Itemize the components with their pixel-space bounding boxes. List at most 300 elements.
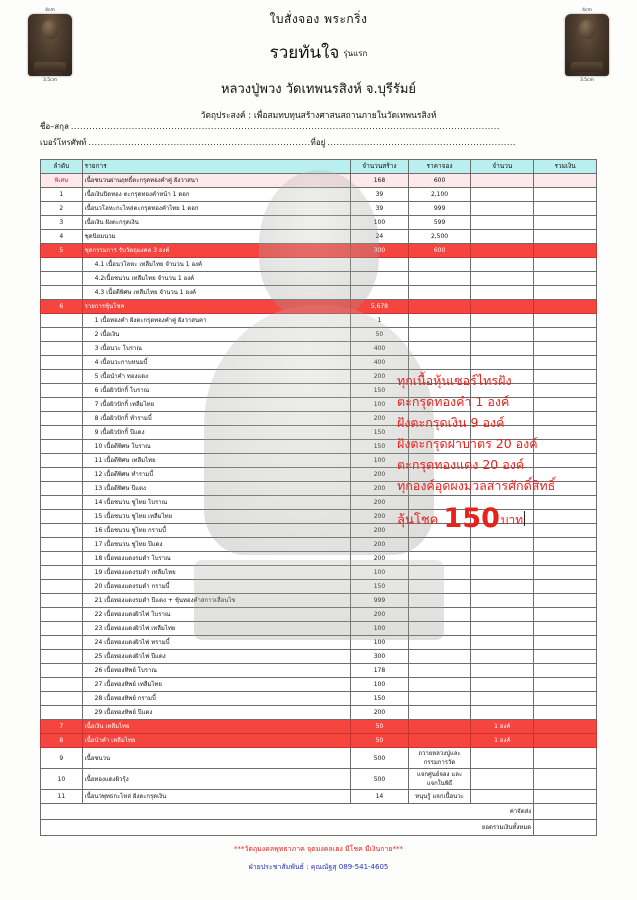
cell-no: 8 [41, 734, 83, 748]
table-row[interactable] [41, 328, 597, 342]
table-row[interactable] [41, 552, 597, 566]
cell-no: 3 [41, 216, 83, 230]
cell-made: 500 [351, 748, 408, 769]
left-image-width-label: 3.5cm [42, 78, 57, 83]
cell-no [41, 286, 83, 300]
cell-no [41, 594, 83, 608]
cell-qty[interactable] [471, 314, 534, 328]
cell-price [408, 580, 471, 594]
cell-price: 600 [408, 244, 471, 258]
cell-no [41, 342, 83, 356]
cell-total[interactable] [534, 286, 597, 300]
cell-price [408, 328, 471, 342]
left-image-height-label: 4cm [45, 8, 55, 13]
cell-total[interactable] [534, 230, 597, 244]
cell-price [408, 720, 471, 734]
cell-total[interactable] [534, 608, 597, 622]
cell-item: รายการชุ้นโชค [82, 300, 351, 314]
cell-made: 150 [351, 384, 408, 398]
promo-price-row [397, 503, 597, 534]
cell-total[interactable] [534, 748, 597, 769]
table-summary-row [41, 804, 597, 820]
cell-total[interactable] [534, 692, 597, 706]
cell-price [408, 734, 471, 748]
cell-item: ชุดนิยมนวม [82, 230, 351, 244]
cell-no [41, 412, 83, 426]
cell-no: พิเศษ [41, 174, 83, 188]
cell-item: 27 เนื้อทองทิพย์ เทลืมไทย [82, 678, 351, 692]
cell-price [408, 608, 471, 622]
cell-price [408, 300, 471, 314]
cell-price: 600 [408, 174, 471, 188]
right-image-height-label: 4cm [582, 8, 592, 13]
cell-made: 200 [351, 370, 408, 384]
header-titles [90, 10, 547, 122]
cell-total[interactable] [534, 790, 597, 804]
cell-qty[interactable] [471, 769, 534, 790]
table-row[interactable] [41, 706, 597, 720]
cell-made: 200 [351, 524, 408, 538]
cell-qty[interactable] [471, 622, 534, 636]
cell-item: เนื้อนวโลหะกะไหล่ตะกรุดทองคำไทย 1 ดอก [82, 202, 351, 216]
table-row[interactable] [41, 650, 597, 664]
cell-no [41, 440, 83, 454]
cell-price: 999 [408, 202, 471, 216]
cell-made: 999 [351, 594, 408, 608]
cell-made: 300 [351, 244, 408, 258]
cell-qty[interactable] [471, 174, 534, 188]
cell-price [408, 538, 471, 552]
document-header [0, 0, 637, 121]
cell-no: 1 [41, 188, 83, 202]
cell-total[interactable] [534, 769, 597, 790]
cell-no [41, 426, 83, 440]
col-header-qty: จำนวน [471, 160, 534, 174]
cell-total[interactable] [534, 538, 597, 552]
cell-made: 100 [351, 454, 408, 468]
table-row[interactable] [41, 594, 597, 608]
cell-item: 5 เนื้อนำคำ ทองแดง [82, 370, 351, 384]
cell-no: 7 [41, 720, 83, 734]
cell-qty[interactable] [471, 594, 534, 608]
cell-made: 200 [351, 468, 408, 482]
promo-block [397, 370, 597, 534]
cell-item: 4.1 เนื้อนวโลหะ เทลืมไทย จำนวน 1 องค์ [82, 258, 351, 272]
cell-made: 100 [351, 216, 408, 230]
cell-total[interactable] [534, 188, 597, 202]
cell-made: 100 [351, 622, 408, 636]
page-title: ใบสั่งจอง พระกริ่ง [269, 12, 368, 26]
cell-no [41, 650, 83, 664]
cell-made: 300 [351, 650, 408, 664]
cell-price [408, 650, 471, 664]
cell-no [41, 356, 83, 370]
cell-item: 9 เนื้อผิวปักกิ้ ปีแดง [82, 426, 351, 440]
cell-item: เนื้อนำคำ เทลืมไทย [82, 734, 351, 748]
cell-total[interactable] [534, 300, 597, 314]
table-row[interactable] [41, 272, 597, 286]
cell-qty[interactable] [471, 300, 534, 314]
cell-qty[interactable] [471, 790, 534, 804]
cell-item: 2 เนื้อเงิน [82, 328, 351, 342]
cell-made [351, 272, 408, 286]
promo-line-1: ทุกเนื้อหุ้นเซอร์ไทรฝัง [397, 373, 512, 388]
cell-price [408, 692, 471, 706]
cell-item: 7 เนื้อผิวปักกิ้ เทลืมไทย [82, 398, 351, 412]
cell-made: 24 [351, 230, 408, 244]
cell-made: 5,678 [351, 300, 408, 314]
cell-total[interactable] [534, 272, 597, 286]
cell-qty[interactable] [471, 650, 534, 664]
cell-item: 12 เนื้อดีพิศษ ทำรามบี้ [82, 468, 351, 482]
cell-no [41, 496, 83, 510]
promo-line-2: ตะกรุดทองคำ 1 องค์ [397, 394, 510, 409]
cell-qty[interactable] [471, 286, 534, 300]
cell-qty[interactable] [471, 692, 534, 706]
cell-item: เนื้อนวพุทธกะไหล่ ฝังตะกรุดเงิน [82, 790, 351, 804]
promo-line-4: ฝังตะกรุดฝาบาตร 20 องค์ [397, 436, 538, 451]
cell-total[interactable] [534, 622, 597, 636]
cell-item: ชุดกรรมการ รับวัตถุมงคล 3 องค์ [82, 244, 351, 258]
phone-input-line[interactable]: ......................................................................... [88, 138, 311, 147]
table-row[interactable] [41, 300, 597, 314]
cell-no [41, 622, 83, 636]
cell-item: 17 เนื้อชนวน ชูไทย ปีแดง [82, 538, 351, 552]
cell-total[interactable] [534, 678, 597, 692]
cell-total[interactable] [534, 342, 597, 356]
footer-contact[interactable]: ฝ่ายประชาสัมพันธ์ : คุณณัฐสุ 089-541-4605 [248, 863, 389, 871]
cell-total[interactable] [534, 258, 597, 272]
buddha-image-left [22, 8, 78, 83]
cell-total[interactable] [534, 734, 597, 748]
address-label: ที่อยู่ [310, 138, 326, 147]
table-row[interactable] [41, 356, 597, 370]
cell-price [408, 664, 471, 678]
cell-made: 200 [351, 552, 408, 566]
buddha-statue-left-icon [28, 14, 72, 76]
cell-total[interactable] [534, 314, 597, 328]
cell-made: 200 [351, 496, 408, 510]
cell-qty[interactable] [471, 664, 534, 678]
cell-total[interactable] [534, 356, 597, 370]
cell-total[interactable] [534, 552, 597, 566]
promo-line-3: ฝังตะกรุดเงิน 9 องค์ [397, 415, 505, 430]
cell-item: 10 เนื้อดีพิศษ โบราณ [82, 440, 351, 454]
cell-qty[interactable] [471, 188, 534, 202]
cell-price: 2,500 [408, 230, 471, 244]
table-row[interactable] [41, 342, 597, 356]
cell-item: 29 เนื้อทองทิพย์ ปีแดง [82, 706, 351, 720]
table-row[interactable] [41, 258, 597, 272]
cell-no [41, 454, 83, 468]
phone-address-row[interactable] [40, 136, 597, 149]
table-row[interactable] [41, 174, 597, 188]
cell-qty[interactable] [471, 706, 534, 720]
cell-no [41, 482, 83, 496]
cell-total[interactable] [534, 580, 597, 594]
cell-made: 178 [351, 664, 408, 678]
cell-no: 2 [41, 202, 83, 216]
cell-item: 14 เนื้อชนวน ชูไทย โบราณ [82, 496, 351, 510]
cell-total[interactable] [534, 720, 597, 734]
table-row[interactable] [41, 664, 597, 678]
cell-qty[interactable] [471, 566, 534, 580]
table-row[interactable] [41, 790, 597, 804]
cell-price [408, 636, 471, 650]
cell-item: เนื้อเงิน ฝังตะกรุดเงิน [82, 216, 351, 230]
cell-qty[interactable] [471, 608, 534, 622]
summary-value[interactable] [534, 804, 597, 820]
cell-made: 150 [351, 580, 408, 594]
cell-total[interactable] [534, 216, 597, 230]
cell-item: 22 เนื้อทองแดงผิวไฟ โบราณ [82, 608, 351, 622]
cell-qty[interactable] [471, 272, 534, 286]
cell-made: 14 [351, 790, 408, 804]
cell-total[interactable] [534, 174, 597, 188]
cell-qty[interactable] [471, 202, 534, 216]
cell-made: 1 [351, 314, 408, 328]
cell-total[interactable] [534, 650, 597, 664]
cell-item: 4 เนื้อนวะกาบหนมบี้ [82, 356, 351, 370]
product-name-text: รวยทันใจ [269, 43, 340, 63]
table-row[interactable] [41, 230, 597, 244]
col-header-no: ลำดับ [41, 160, 83, 174]
cell-item: 4.3 เนื้อดีพิศษ เทลืมไทย จำนวน 1 องค์ [82, 286, 351, 300]
cell-made: 100 [351, 636, 408, 650]
buddha-image-right [559, 8, 615, 83]
cell-qty[interactable] [471, 216, 534, 230]
summary-label: ยอดรวมเงินทั้งหมด [41, 820, 534, 836]
cell-price [408, 342, 471, 356]
cell-made [351, 286, 408, 300]
cell-price [408, 272, 471, 286]
table-row[interactable] [41, 580, 597, 594]
name-label: ชื่อ–สกุล [40, 122, 69, 131]
promo-line-6: ทุกองค์อุดผงมวลสารศักดิ์สิทธิ์ [397, 478, 556, 493]
cell-no: 10 [41, 769, 83, 790]
cell-price [408, 678, 471, 692]
promo-price-currency: บาท [500, 513, 524, 527]
table-row[interactable] [41, 188, 597, 202]
cell-qty[interactable] [471, 342, 534, 356]
table-row[interactable] [41, 566, 597, 580]
table-row[interactable] [41, 538, 597, 552]
cell-price: 599 [408, 216, 471, 230]
cell-price: หนุนรู้ แจกเนื้อนวะ [408, 790, 471, 804]
cell-item: 20 เนื้อทองแดงรมดำ กรามบี้ [82, 580, 351, 594]
cell-price [408, 566, 471, 580]
cell-made: 39 [351, 188, 408, 202]
table-row[interactable] [41, 216, 597, 230]
cell-qty[interactable] [471, 258, 534, 272]
cell-total[interactable] [534, 636, 597, 650]
table-row[interactable] [41, 244, 597, 258]
cell-made: 150 [351, 692, 408, 706]
cell-made: 200 [351, 510, 408, 524]
cell-no [41, 510, 83, 524]
table-row[interactable] [41, 748, 597, 769]
cell-no [41, 580, 83, 594]
cell-total[interactable] [534, 202, 597, 216]
cell-item: 11 เนื้อดีพิศษ เทลืมไทย [82, 454, 351, 468]
cell-qty[interactable] [471, 230, 534, 244]
cell-total[interactable] [534, 244, 597, 258]
table-header-row [41, 160, 597, 174]
cell-made: 200 [351, 608, 408, 622]
cell-total[interactable] [534, 328, 597, 342]
cell-no [41, 258, 83, 272]
cell-item: 13 เนื้อดีพิศษ ปีแดง [82, 482, 351, 496]
table-row[interactable] [41, 202, 597, 216]
right-image-width-label: 3.5cm [579, 78, 594, 83]
cell-item: 3 เนื้อนวะ โบราณ [82, 342, 351, 356]
cell-price [408, 314, 471, 328]
cell-no [41, 370, 83, 384]
cell-made: 150 [351, 440, 408, 454]
cell-qty[interactable] [471, 748, 534, 769]
cell-no [41, 608, 83, 622]
cell-no [41, 552, 83, 566]
cell-item: เนื้อเงิน เทลืมไทย [82, 720, 351, 734]
table-row[interactable] [41, 286, 597, 300]
cell-item: เนื้อทองแดงผิวรุ้ง [82, 769, 351, 790]
cell-no [41, 328, 83, 342]
product-edition: รุ่นแรก [343, 48, 368, 58]
cell-no: 11 [41, 790, 83, 804]
summary-value[interactable] [534, 820, 597, 836]
cell-no [41, 692, 83, 706]
cell-price [408, 356, 471, 370]
cell-made: 168 [351, 174, 408, 188]
cell-made: 400 [351, 356, 408, 370]
cell-item: 19 เนื้อทองแดงรมดำ เทลืมไทย [82, 566, 351, 580]
cell-item: เนื้อชนวนผ่านฤทธิ์ตะกรุดทองคำคู่ ฝังวาสนา [82, 174, 351, 188]
buddha-statue-right-icon [565, 14, 609, 76]
cell-price: ถวายหลวงปู่และ กรรมการวัด [408, 748, 471, 769]
table-summary-row [41, 820, 597, 836]
cell-total[interactable] [534, 664, 597, 678]
cell-no [41, 398, 83, 412]
address-input-line[interactable]: .............................................................. [327, 138, 516, 147]
lucky-draw-label: ลุ้นโชค [397, 513, 439, 528]
cell-qty[interactable] [471, 678, 534, 692]
table-row[interactable] [41, 314, 597, 328]
cell-total[interactable] [534, 594, 597, 608]
cell-no [41, 314, 83, 328]
col-header-total: รวมเงิน [534, 160, 597, 174]
text-caret [524, 511, 525, 526]
cell-qty[interactable] [471, 636, 534, 650]
cell-item: 18 เนื้อทองแดงรมดำ โบราณ [82, 552, 351, 566]
col-header-made: จำนวนสร้าง [351, 160, 408, 174]
product-name [90, 39, 547, 66]
cell-qty[interactable] [471, 552, 534, 566]
col-header-item: รายการ [82, 160, 351, 174]
cell-made: 400 [351, 342, 408, 356]
cell-price: แจกศูนย์จอง และ แจกในพิธี [408, 769, 471, 790]
cell-no [41, 524, 83, 538]
order-table-head [41, 160, 597, 174]
cell-qty[interactable]: 1 องค์ [471, 720, 534, 734]
phone-label: เบอร์โทรศัพท์ [40, 138, 87, 147]
footer-blessing: ***วัตถุมงคลพุทธาภาค จุดมงคลเฮง มีโชค มีเงินกาย*** [233, 845, 404, 853]
promo-price-value: 150 [443, 503, 500, 534]
cell-no [41, 538, 83, 552]
cell-qty[interactable] [471, 580, 534, 594]
cell-qty[interactable]: 1 องค์ [471, 734, 534, 748]
table-row[interactable] [41, 608, 597, 622]
name-input-line[interactable]: ............................................................................................................................................. [70, 122, 500, 131]
table-row[interactable] [41, 692, 597, 706]
cell-item: 16 เนื้อชนวน ชูไทย กรามบี้ [82, 524, 351, 538]
cell-made: 200 [351, 706, 408, 720]
table-row[interactable] [41, 720, 597, 734]
summary-label: ค่าจัดส่ง [41, 804, 534, 820]
cell-qty[interactable] [471, 356, 534, 370]
cell-item: 23 เนื้อทองแดงผิวไฟ เทลืมไทย [82, 622, 351, 636]
cell-price [408, 622, 471, 636]
cell-price [408, 706, 471, 720]
cell-no [41, 272, 83, 286]
cell-no: 9 [41, 748, 83, 769]
customer-fields [40, 120, 597, 149]
cell-no: 5 [41, 244, 83, 258]
cell-item: 4.2เนื้อชนวน เทลืมไทย จำนวน 1 องค์ [82, 272, 351, 286]
cell-item: 8 เนื้อผิวปักกิ้ ทำรามบี้ [82, 412, 351, 426]
promo-line-5: ตะกรุดทองแดง 20 องค์ [397, 457, 525, 472]
document-footer [40, 844, 597, 873]
cell-item: 24 เนื้อทองแดงผิวไฟ ทรามบี้ [82, 636, 351, 650]
cell-made: 50 [351, 734, 408, 748]
cell-made: 50 [351, 328, 408, 342]
table-row[interactable] [41, 622, 597, 636]
table-row[interactable] [41, 769, 597, 790]
col-header-price: ราคาจอง [408, 160, 471, 174]
cell-item: 25 เนื้อทองแดงผิวไฟ ปีแดง [82, 650, 351, 664]
cell-no: 4 [41, 230, 83, 244]
cell-item: 6 เนื้อผิวปักกิ้ โบราณ [82, 384, 351, 398]
cell-made: 39 [351, 202, 408, 216]
cell-item: 21 เนื้อทองแดงรมดำ ปีแดง + ชุ้นทองคำสกาวเลื่อนไข [82, 594, 351, 608]
cell-no [41, 664, 83, 678]
temple-line: หลวงปู่พวง วัดเทพนรสิงห์ จ.บุรีรัมย์ [220, 82, 417, 97]
cell-price [408, 286, 471, 300]
cell-no [41, 706, 83, 720]
cell-made: 500 [351, 769, 408, 790]
cell-made: 200 [351, 412, 408, 426]
cell-made: 100 [351, 398, 408, 412]
cell-price [408, 594, 471, 608]
cell-qty[interactable] [471, 538, 534, 552]
cell-item: เนื้อเงินปิดทอง ตะกรุดทองคำหน้า 1 ดอก [82, 188, 351, 202]
cell-no [41, 468, 83, 482]
cell-item: 28 เนื้อทองทิพย์ กรามบี้ [82, 692, 351, 706]
cell-no [41, 636, 83, 650]
cell-total[interactable] [534, 566, 597, 580]
table-row[interactable] [41, 734, 597, 748]
cell-no [41, 566, 83, 580]
cell-made: 100 [351, 678, 408, 692]
table-row[interactable] [41, 636, 597, 650]
cell-total[interactable] [534, 706, 597, 720]
cell-qty[interactable] [471, 328, 534, 342]
cell-item: 1 เนื้อทองคำ ฝังตะกรุดทองคำคู่ ฝังวาสนคา [82, 314, 351, 328]
table-row[interactable] [41, 678, 597, 692]
cell-qty[interactable] [471, 244, 534, 258]
cell-no [41, 384, 83, 398]
cell-price: 2,100 [408, 188, 471, 202]
cell-made: 150 [351, 426, 408, 440]
